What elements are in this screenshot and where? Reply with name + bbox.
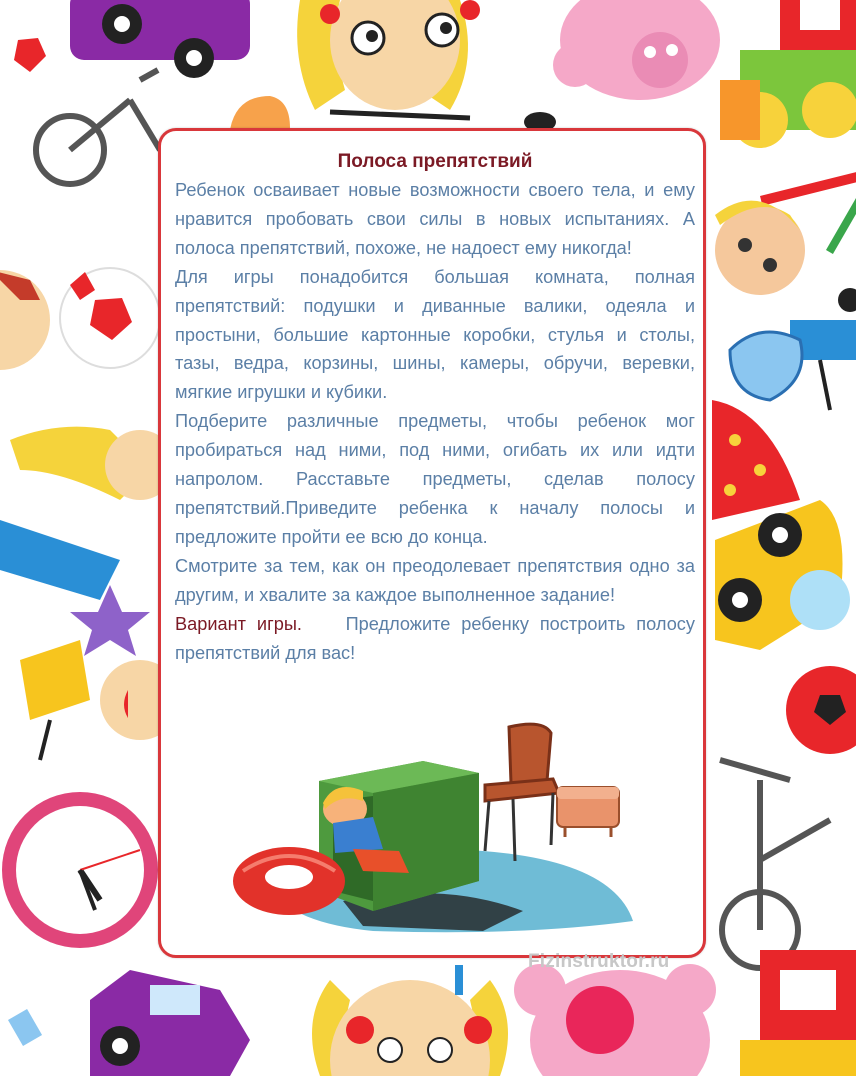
ottoman-icon [557, 787, 619, 837]
card-title: Полоса препятствий [337, 151, 533, 172]
yellow-car-icon [715, 500, 850, 650]
bicycle-icon [720, 760, 830, 968]
toy-icon [8, 1009, 42, 1046]
toy-car-icon [70, 0, 250, 78]
teddy-bear-icon [514, 964, 716, 1076]
girl-doll-icon [297, 0, 480, 118]
toy-car-icon [90, 970, 250, 1076]
ball-icon [14, 38, 46, 72]
info-card [158, 128, 706, 958]
pencil-icon [826, 198, 856, 254]
paragraph-praise: Смотрите за тем, как он преодолевает препятствия одно за другим, и хвалите за каждое выполненное задание! [175, 555, 695, 605]
bell-icon [230, 96, 290, 130]
star-icon [70, 585, 150, 656]
clock-icon [2, 792, 158, 948]
teddy-bear-icon [553, 0, 720, 100]
teapot-icon [730, 332, 802, 400]
paragraph-variant [175, 610, 695, 668]
variant-label: Вариант игры. [175, 613, 302, 634]
fabric-icon [712, 400, 800, 520]
soccer-ball-icon [60, 268, 160, 368]
paragraph-setup: Подберите различные предметы, чтобы ребенок мог пробираться над ними, под ними, огибать их или идти напролом. Расставьте предметы, сделав полосу препятствий.Приведите ребенка к началу полосы и предложите пройти ее всю до конца. [175, 411, 695, 547]
pencil-icon [760, 172, 856, 206]
girl-doll-icon [312, 980, 508, 1076]
watermark: Fizinstruktor.ru [528, 951, 670, 972]
paragraph-materials: Для игры понадобится большая комната, полная препятствий: подушки и диванные валики, одеяла и простыни, большие картонные коробки, стулья и столы, тазы, ведра, корзины, шины, камеры, обручи, веревки, мягкие игрушки и кубики. [175, 266, 695, 403]
variant-text: Предложите ребенку построить полосу препятствий для вас! [175, 613, 695, 663]
chair-icon [485, 724, 559, 861]
boy-doll-icon [20, 640, 180, 760]
doll-face-icon [715, 201, 805, 295]
inner-tube-icon [233, 847, 345, 915]
girl-doll-icon [0, 427, 175, 600]
pencil-icon [455, 965, 463, 995]
card-content [175, 148, 695, 667]
obstacle-course-illustration [223, 721, 643, 941]
boy-face-icon [0, 270, 50, 370]
toy-train-icon [720, 0, 856, 148]
paragraph-intro: Ребенок осваивает новые возможности своего тела, и ему нравится пробовать свои силы в новых испытаниях. А полоса препятствий, похоже, не надоест ему никогда! [175, 180, 695, 258]
soccer-ball-icon [786, 666, 856, 754]
